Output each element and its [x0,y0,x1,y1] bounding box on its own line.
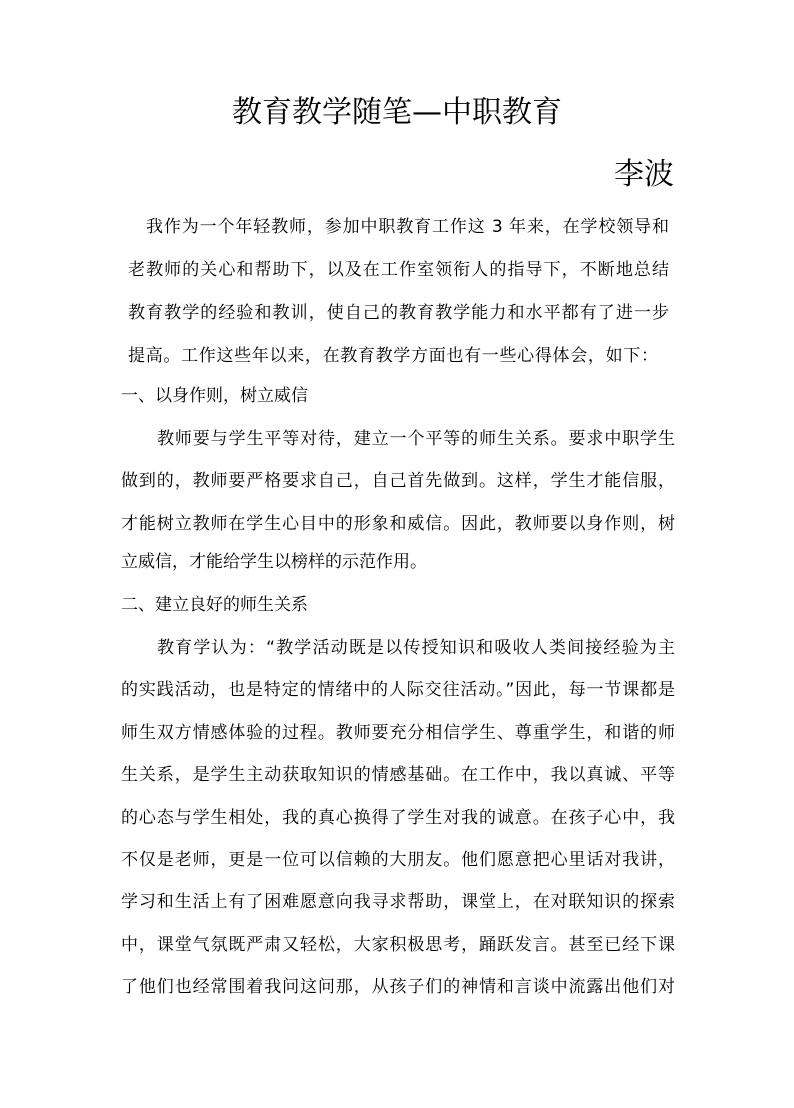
text-line: 教育学认为：“教学活动既是以传授知识和吸收人类间接经验为主 [157,638,675,658]
text-line: 的实践活动，也是特定的情绪中的人际交往活动。”因此，每一节课都是 [121,680,675,700]
text-line: 教师要与学生平等对待，建立一个平等的师生关系。要求中职学生 [157,429,675,449]
text-line: 提高。工作这些年以来，在教育教学方面也有一些心得体会，如下： [128,346,658,366]
text-line: 不仅是老师，更是一位可以信赖的大朋友。他们愿意把心里话对我讲， [121,850,675,870]
document-title: 教育教学随笔—中职教育 [232,95,562,130]
text-line: 生关系，是学生主动获取知识的情感基础。在工作中，我以真诚、平等 [121,765,675,785]
document-author: 李波 [614,157,674,192]
text-line: 中，课堂气氛既严肃又轻松，大家积极思考，踊跃发言。甚至已经下课 [121,935,675,955]
section-heading: 一、以身作则，树立威信 [121,386,308,406]
text-line: 教育教学的经验和教训，使自己的教育教学能力和水平都有了进一步 [128,303,669,323]
text-line: 学习和生活上有了困难愿意向我寻求帮助，课堂上，在对联知识的探索 [121,892,675,912]
text-line: 老教师的关心和帮助下，以及在工作室领衔人的指导下，不断地总结 [128,260,669,280]
text-line: 立威信，才能给学生以榜样的示范作用。 [121,552,427,572]
text-line: 做到的，教师要严格要求自己，自己首先做到。这样，学生才能信服， [121,471,675,491]
text-line: 的心态与学生相处，我的真心换得了学生对我的诚意。在孩子心中，我 [121,808,675,828]
text-line: 才能树立教师在学生心目中的形象和威信。因此，教师要以身作则，树 [121,514,675,534]
text-line: 了他们也经常围着我问这问那，从孩子们的神情和言谈中流露出他们对 [121,977,675,997]
text-line: 我作为一个年轻教师，参加中职教育工作这 3 年来，在学校领导和 [146,217,669,237]
section-heading: 二、建立良好的师生关系 [121,595,308,615]
text-line: 师生双方情感体验的过程。教师要充分相信学生、尊重学生，和谐的师 [121,723,675,743]
